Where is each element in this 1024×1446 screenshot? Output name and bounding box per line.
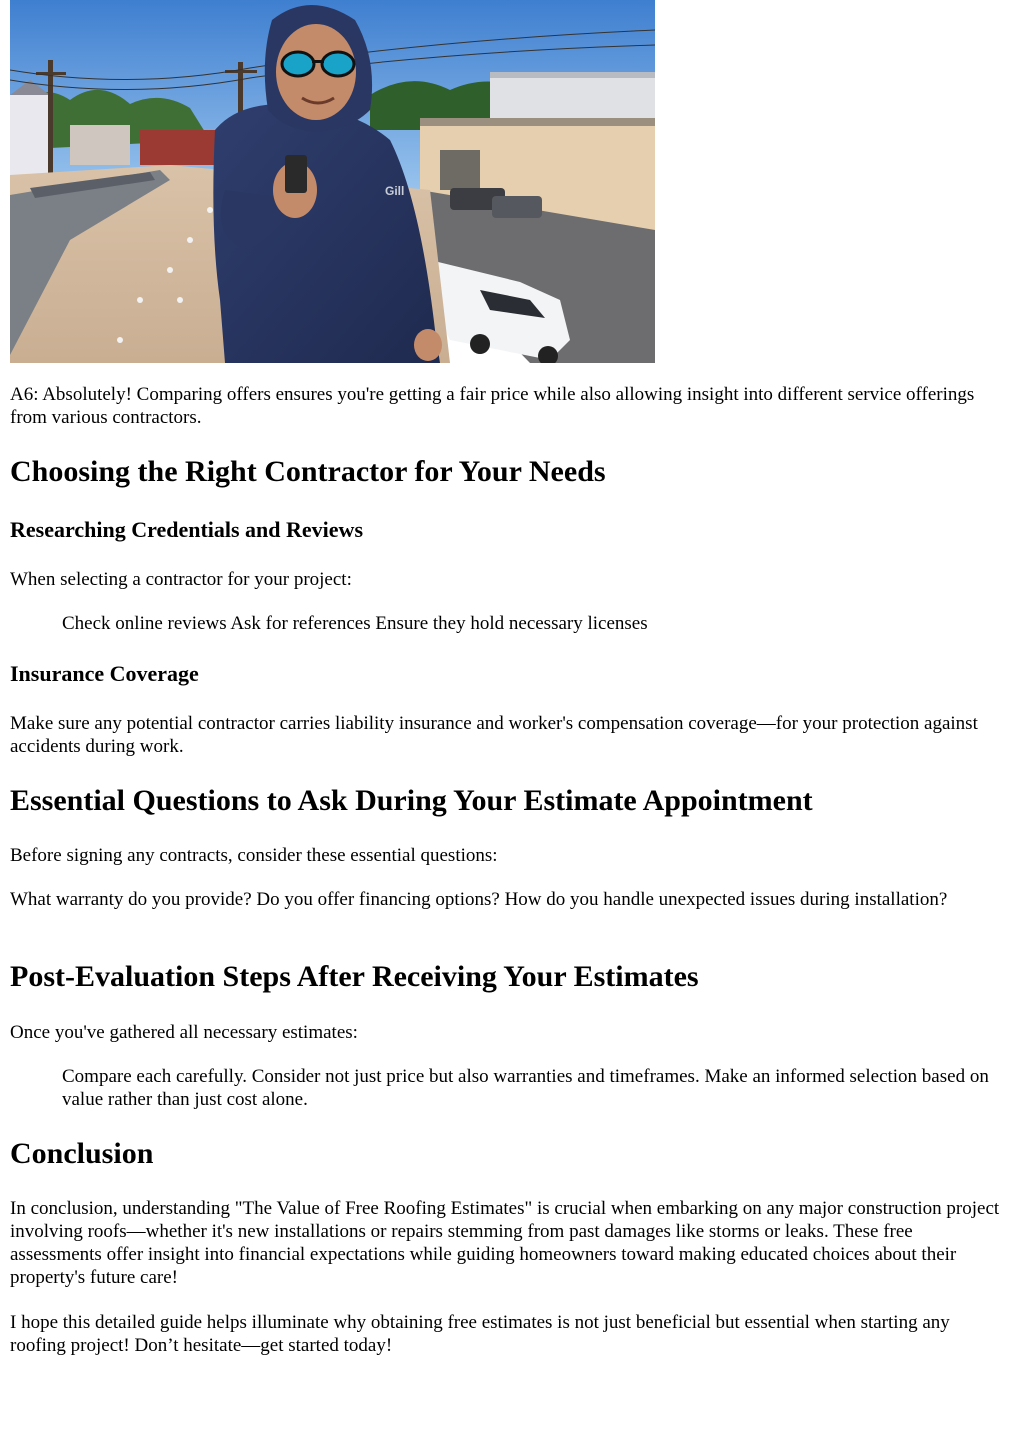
a6-answer: A6: Absolutely! Comparing offers ensures you're getting a fair price while also allowing insight into different service offerings from various contractors. (10, 384, 975, 428)
heading-insurance-coverage: Insurance Coverage (10, 661, 199, 686)
before-signing-paragraph: Before signing any contracts, consider these essential questions: (10, 845, 498, 866)
selecting-intro: When selecting a contractor for your project: (10, 569, 352, 590)
compare-checklist: Compare each carefully. Consider not just price but also warranties and timeframes. Make an informed selection based on value rather than just cost alone. (62, 1066, 989, 1110)
heading-choosing-contractor: Choosing the Right Contractor for Your Needs (10, 455, 606, 488)
closing-paragraph: I hope this detailed guide helps illuminate why obtaining free estimates is not just beneficial but essential when starting any roofing project! Don’t hesitate—get started today! (10, 1312, 950, 1356)
shirt-logo: Gill (385, 184, 405, 198)
heading-post-evaluation: Post-Evaluation Steps After Receiving Your Estimates (10, 960, 699, 993)
roofer-photo (10, 0, 655, 363)
heading-essential-questions: Essential Questions to Ask During Your Estimate Appointment (10, 784, 813, 817)
conclusion-paragraph: In conclusion, understanding "The Value of Free Roofing Estimates" is crucial when embarking on any major construction project involving roofs—whether it's new installations or repairs stemming from past damages like storms or leaks. These free assessments offer insight into financial expectations while guiding homeowners toward making educated choices about their property's future care! (10, 1198, 1000, 1288)
heading-researching-credentials: Researching Credentials and Reviews (10, 517, 364, 542)
research-checklist: Check online reviews Ask for references Ensure they hold necessary licenses (62, 613, 648, 634)
once-gathered-paragraph: Once you've gathered all necessary estimates: (10, 1022, 358, 1043)
roofer-photo-illustration (10, 0, 655, 363)
insurance-paragraph: Make sure any potential contractor carries liability insurance and worker's compensation coverage—for your protection against accidents during work. (10, 713, 978, 757)
heading-conclusion: Conclusion (10, 1137, 154, 1170)
questions-paragraph: What warranty do you provide? Do you offer financing options? How do you handle unexpected issues during installation? (10, 889, 948, 910)
